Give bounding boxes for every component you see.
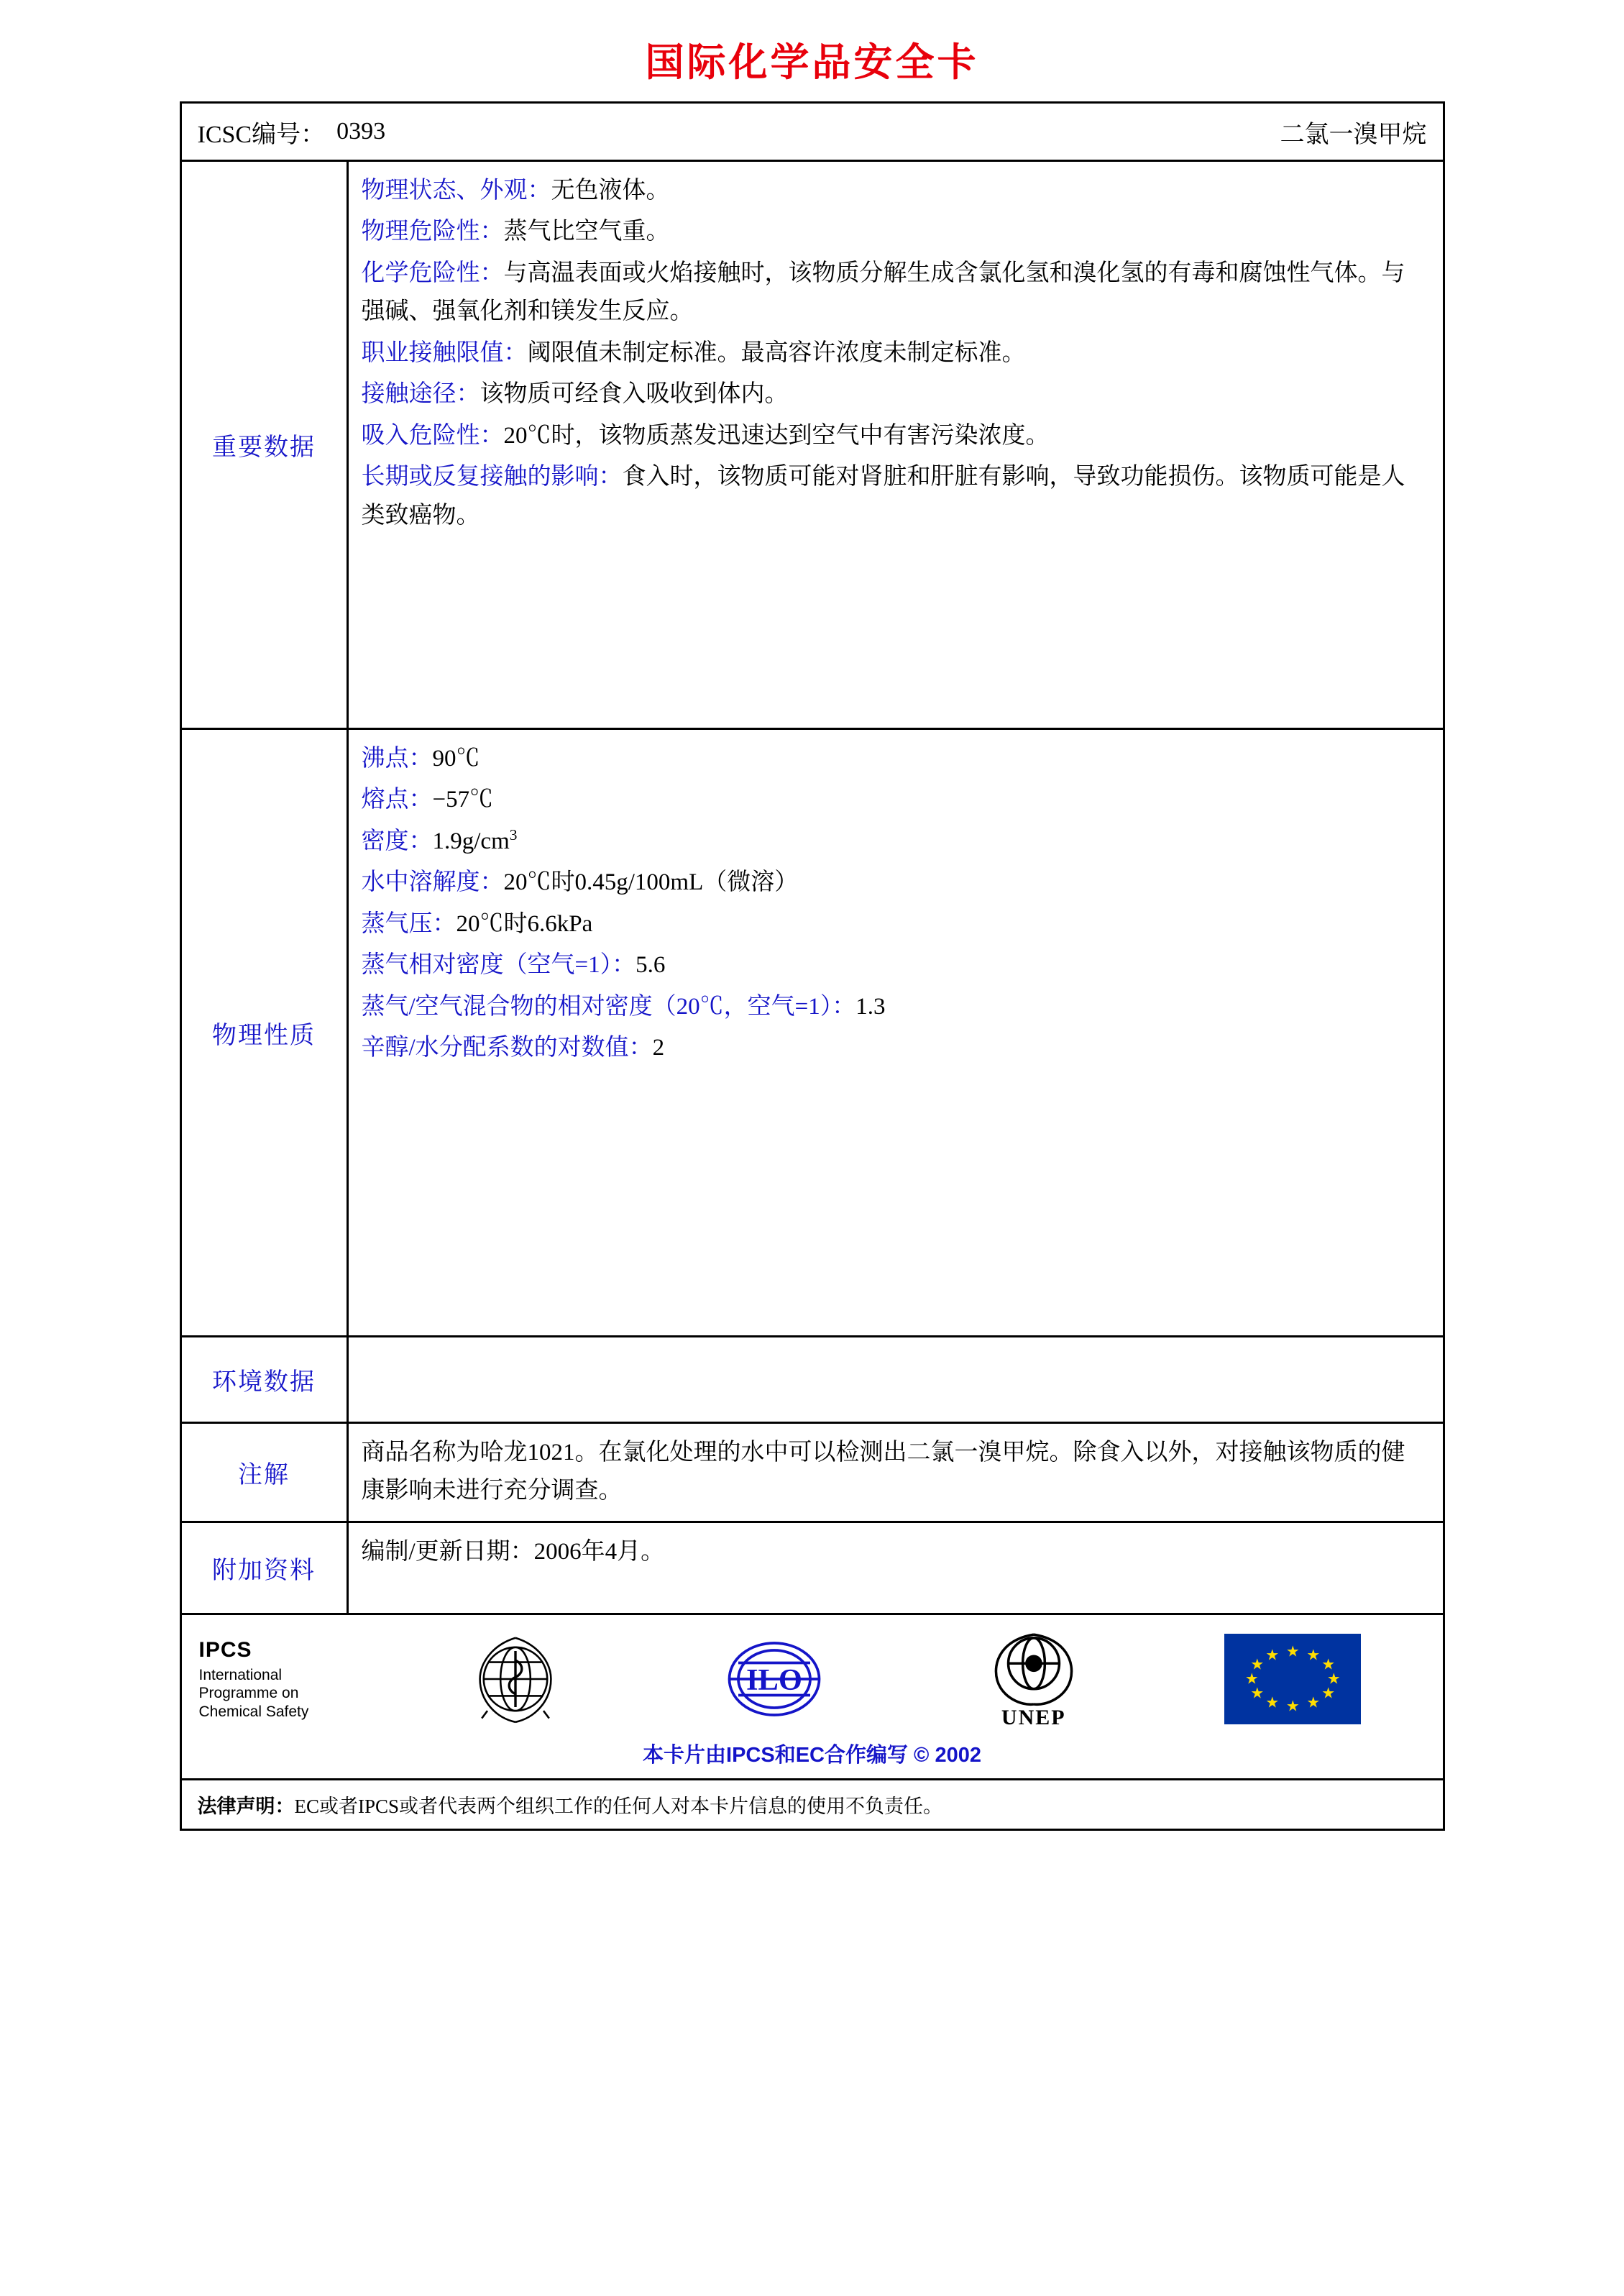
section-physical-properties xyxy=(182,730,1443,1337)
entry-boiling-point xyxy=(362,740,1428,778)
entry-key: 密度： xyxy=(361,828,433,854)
entry-relative-density-vapour-air-mixture xyxy=(362,988,1428,1026)
entry-value: 20℃时0.45g/100mL（微溶） xyxy=(503,869,799,896)
card-footer xyxy=(182,1615,1443,1780)
section-additional-info xyxy=(182,1523,1443,1615)
entry-octanol-water-partition-coefficient xyxy=(362,1029,1428,1067)
section-label-notes: 注解 xyxy=(182,1424,349,1521)
ilo-logo-icon xyxy=(720,1636,828,1722)
ipcs-line-2: Programme on xyxy=(198,1685,299,1702)
entry-key: 接触途径： xyxy=(361,381,480,408)
who-logo-slot xyxy=(386,1632,646,1726)
entry-value-superscript: 3 xyxy=(509,825,518,843)
entry-value: −57℃ xyxy=(432,787,494,813)
entry-value: 20℃时，该物质蒸发迅速达到空气中有害污染浓度。 xyxy=(503,422,1050,449)
entry-value: 食入时，该物质可能对肾脏和肝脏有影响，导致功能损伤。该物质可能是人类致癌物。 xyxy=(361,464,1405,529)
who-logo-icon xyxy=(469,1632,562,1726)
entry-value: 5.6 xyxy=(636,952,666,979)
entry-key: 长期或反复接触的影响： xyxy=(361,464,623,490)
entry-relative-vapour-density xyxy=(362,946,1428,984)
entry-vapour-pressure xyxy=(362,905,1428,943)
unep-logo-slot xyxy=(904,1627,1164,1730)
entry-physical-dangers xyxy=(362,213,1428,251)
icsc-number-label: ICSC编号： xyxy=(197,121,326,148)
entry-chemical-dangers xyxy=(362,255,1428,331)
entry-value: 蒸气比空气重。 xyxy=(503,219,670,245)
entry-exposure-limits xyxy=(362,334,1428,372)
entry-key: 水中溶解度： xyxy=(361,869,504,896)
entry-key: 蒸气压： xyxy=(361,910,457,937)
entry-value: 20℃时6.6kPa xyxy=(456,910,593,937)
entry-value: 90℃ xyxy=(432,746,480,772)
entry-value: 2 xyxy=(652,1035,665,1061)
page-title: 国际化学品安全卡 xyxy=(645,41,979,84)
section-body-physical-properties xyxy=(349,730,1443,1335)
entry-key: 化学危险性： xyxy=(361,260,504,286)
entry-key: 蒸气/空气混合物的相对密度（20℃，空气=1）： xyxy=(361,993,856,1020)
svg-text:ILO: ILO xyxy=(746,1662,803,1697)
icsc-card xyxy=(180,101,1445,1831)
ipcs-abbr: IPCS xyxy=(198,1638,252,1662)
section-label-additional-info: 附加资料 xyxy=(182,1523,349,1613)
legal-notice-text: EC或者IPCS或者代表两个组织工作的任何人对本卡片信息的使用不负责任。 xyxy=(294,1795,943,1817)
entry-value: 1.3 xyxy=(855,993,886,1020)
entry-key: 沸点： xyxy=(361,746,433,772)
section-body-additional-info: 编制/更新日期：2006年4月。 xyxy=(361,1538,665,1565)
ipcs-line-1: International xyxy=(198,1667,283,1684)
section-body-important-data xyxy=(349,162,1443,728)
entry-value: 1.9g/cm xyxy=(432,828,510,854)
entry-density xyxy=(362,823,1428,861)
eu-flag-icon: ★ ★ ★ ★ ★ ★ ★ ★ ★ ★ ★ ★ xyxy=(1224,1634,1361,1724)
logo-strip xyxy=(182,1615,1443,1736)
section-body-notes: 商品名称为哈龙1021。在氯化处理的水中可以检测出二氯一溴甲烷。除食入以外，对接触该物质的健康影响未进行充分调查。 xyxy=(361,1440,1405,1504)
entry-key: 吸入危险性： xyxy=(361,422,504,449)
entry-value: 该物质可经食入吸收到体内。 xyxy=(480,381,789,408)
entry-value: 阈限值未制定标准。最高容许浓度未制定标准。 xyxy=(527,339,1026,366)
entry-key: 蒸气相对密度（空气=1）： xyxy=(361,952,636,979)
ilo-logo-slot xyxy=(645,1636,904,1722)
entry-key: 职业接触限值： xyxy=(361,339,528,366)
entry-routes-of-exposure xyxy=(362,375,1428,413)
section-label-important-data: 重要数据 xyxy=(182,162,349,728)
section-label-physical-properties: 物理性质 xyxy=(182,730,349,1335)
entry-key: 物理状态、外观： xyxy=(361,178,551,203)
ipcs-wordmark xyxy=(199,1637,386,1721)
unep-label: UNEP xyxy=(1001,1706,1066,1730)
entry-value: 与高温表面或火焰接触时，该物质分解生成含氯化氢和溴化氢的有毒和腐蚀性气体。与强碱、强氧化剂和镁发生反应。 xyxy=(361,260,1405,325)
entry-value: 无色液体。 xyxy=(551,178,670,203)
entry-solubility-in-water xyxy=(362,864,1428,902)
section-label-environmental-data: 环境数据 xyxy=(182,1337,349,1422)
eu-flag-slot xyxy=(1163,1634,1423,1724)
legal-notice-label: 法律声明： xyxy=(197,1795,295,1817)
legal-notice xyxy=(182,1780,1443,1829)
section-environmental-data xyxy=(182,1337,1443,1424)
unep-globe-icon xyxy=(987,1627,1081,1706)
card-header xyxy=(182,104,1443,162)
entry-key: 熔点： xyxy=(361,787,433,813)
section-important-data xyxy=(182,162,1443,730)
substance-name: 二氯一溴甲烷 xyxy=(1280,121,1427,148)
entry-long-term-effects xyxy=(362,458,1428,535)
ipcs-line-3: Chemical Safety xyxy=(198,1703,309,1720)
card-credit: 本卡片由IPCS和EC合作编写 © 2002 xyxy=(643,1743,981,1767)
entry-key: 辛醇/水分配系数的对数值： xyxy=(361,1035,653,1061)
entry-key: 物理危险性： xyxy=(361,219,504,245)
icsc-number-value: 0393 xyxy=(336,118,386,145)
entry-physical-state xyxy=(362,172,1428,210)
section-body-environmental-data xyxy=(349,1337,1443,1422)
entry-inhalation-risk xyxy=(362,417,1428,455)
section-notes xyxy=(182,1424,1443,1523)
entry-melting-point xyxy=(362,781,1428,819)
